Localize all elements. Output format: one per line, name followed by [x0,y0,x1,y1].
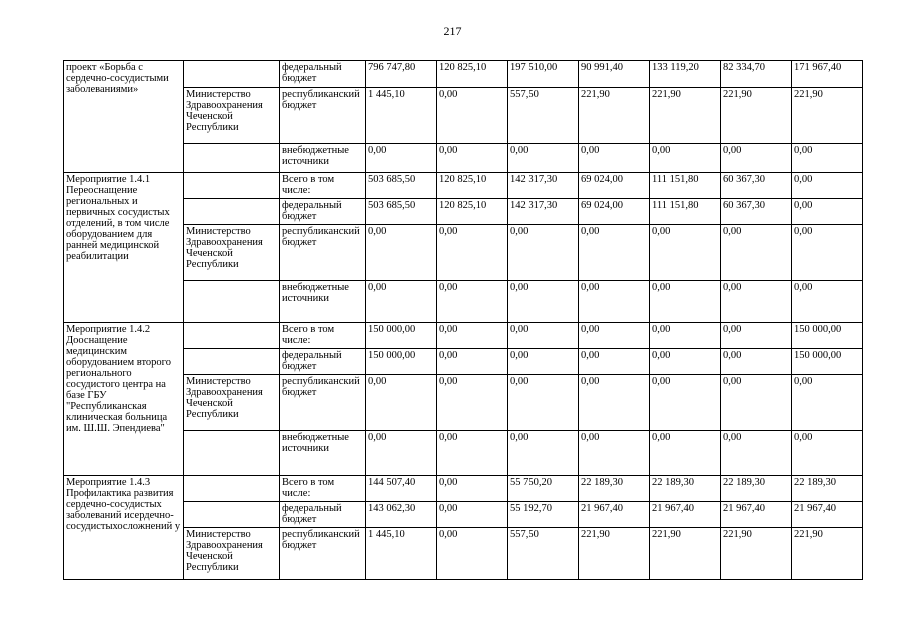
amount-cell: 0,00 [508,323,579,349]
amount-cell: 22 189,30 [721,476,792,502]
amount-cell: 150 000,00 [366,323,437,349]
amount-cell: 557,50 [508,528,579,580]
executor-cell [184,144,280,173]
amount-cell: 0,00 [437,349,508,375]
amount-cell: 0,00 [366,225,437,281]
amount-cell: 111 151,80 [650,199,721,225]
amount-cell: 0,00 [366,144,437,173]
amount-cell: 0,00 [437,476,508,502]
amount-cell: 221,90 [579,528,650,580]
amount-cell: 0,00 [579,375,650,431]
page-number: 217 [443,24,462,38]
funding-source-cell: федеральный бюджет [280,349,366,375]
table-row [64,502,863,528]
funding-source-cell: республиканский бюджет [280,528,366,580]
amount-cell: 221,90 [792,88,863,144]
funding-source-cell: республиканский бюджет [280,375,366,431]
amount-cell: 0,00 [437,323,508,349]
executor-cell [184,173,280,199]
funding-source-cell: внебюджетные источники [280,281,366,323]
table-row [64,199,863,225]
table-row [64,281,863,323]
amount-cell: 0,00 [650,281,721,323]
executor-cell [184,199,280,225]
amount-cell: 0,00 [508,225,579,281]
amount-cell: 221,90 [650,88,721,144]
funding-source-cell: внебюджетные источники [280,144,366,173]
table-row [64,375,863,431]
executor-cell: Министерство Здравоохранения Чеченской Республики [184,88,280,144]
amount-cell: 0,00 [437,502,508,528]
amount-cell: 150 000,00 [792,323,863,349]
amount-cell: 0,00 [437,528,508,580]
amount-cell: 0,00 [792,225,863,281]
table-row [64,323,863,349]
amount-cell: 0,00 [508,431,579,476]
amount-cell: 221,90 [650,528,721,580]
executor-cell: Министерство Здравоохранения Чеченской Республики [184,375,280,431]
amount-cell: 1 445,10 [366,88,437,144]
funding-source-cell: республиканский бюджет [280,225,366,281]
amount-cell: 0,00 [366,431,437,476]
executor-cell: Министерство Здравоохранения Чеченской Республики [184,528,280,580]
amount-cell: 21 967,40 [792,502,863,528]
table-row [64,431,863,476]
executor-cell [184,323,280,349]
funding-source-cell: федеральный бюджет [280,502,366,528]
table-row [64,88,863,144]
executor-cell [184,281,280,323]
amount-cell: 21 967,40 [579,502,650,528]
table-row [64,225,863,281]
amount-cell: 60 367,30 [721,173,792,199]
funding-source-cell: Всего в том числе: [280,173,366,199]
amount-cell: 0,00 [508,144,579,173]
amount-cell: 111 151,80 [650,173,721,199]
table-row [64,61,863,88]
amount-cell: 0,00 [650,323,721,349]
amount-cell: 0,00 [437,281,508,323]
amount-cell: 22 189,30 [579,476,650,502]
amount-cell: 22 189,30 [650,476,721,502]
amount-cell: 120 825,10 [437,199,508,225]
amount-cell: 55 192,70 [508,502,579,528]
amount-cell: 0,00 [366,375,437,431]
amount-cell: 0,00 [508,281,579,323]
amount-cell: 0,00 [366,281,437,323]
amount-cell: 0,00 [437,88,508,144]
activity-name-cell: проект «Борьба с сердечно-сосудистыми заболеваниями» [64,61,184,173]
amount-cell: 0,00 [650,144,721,173]
amount-cell: 0,00 [650,431,721,476]
amount-cell: 69 024,00 [579,199,650,225]
amount-cell: 0,00 [437,225,508,281]
amount-cell: 221,90 [721,88,792,144]
executor-cell: Министерство Здравоохранения Чеченской Республики [184,225,280,281]
amount-cell: 60 367,30 [721,199,792,225]
table-row [64,349,863,375]
executor-cell [184,61,280,88]
amount-cell: 503 685,50 [366,199,437,225]
amount-cell: 150 000,00 [792,349,863,375]
amount-cell: 142 317,30 [508,173,579,199]
amount-cell: 133 119,20 [650,61,721,88]
amount-cell: 69 024,00 [579,173,650,199]
funding-source-cell: Всего в том числе: [280,476,366,502]
amount-cell: 0,00 [437,144,508,173]
executor-cell [184,349,280,375]
amount-cell: 221,90 [721,528,792,580]
amount-cell: 0,00 [792,173,863,199]
amount-cell: 0,00 [721,144,792,173]
amount-cell: 21 967,40 [721,502,792,528]
funding-source-cell: федеральный бюджет [280,61,366,88]
amount-cell: 0,00 [721,375,792,431]
amount-cell: 0,00 [579,349,650,375]
amount-cell: 0,00 [650,375,721,431]
amount-cell: 0,00 [792,281,863,323]
amount-cell: 120 825,10 [437,61,508,88]
table-row [64,144,863,173]
executor-cell [184,431,280,476]
funding-source-cell: республиканский бюджет [280,88,366,144]
amount-cell: 21 967,40 [650,502,721,528]
amount-cell: 221,90 [579,88,650,144]
amount-cell: 1 445,10 [366,528,437,580]
amount-cell: 0,00 [508,375,579,431]
amount-cell: 22 189,30 [792,476,863,502]
amount-cell: 0,00 [579,281,650,323]
amount-cell: 557,50 [508,88,579,144]
amount-cell: 0,00 [579,144,650,173]
funding-source-cell: внебюджетные источники [280,431,366,476]
amount-cell: 171 967,40 [792,61,863,88]
amount-cell: 0,00 [792,199,863,225]
amount-cell: 55 750,20 [508,476,579,502]
amount-cell: 0,00 [437,375,508,431]
amount-cell: 0,00 [437,431,508,476]
amount-cell: 90 991,40 [579,61,650,88]
table-row [64,476,863,502]
activity-name-cell: Мероприятие 1.4.2 Дооснащение медицинским оборудованием второго регионального сосудистого центра на базе ГБУ "Республиканская клиническая больница им. Ш.Ш. Эпендиева" [64,323,184,476]
budget-table-body [64,61,863,580]
table-row [64,528,863,580]
amount-cell: 0,00 [721,431,792,476]
table-row [64,173,863,199]
amount-cell: 0,00 [721,225,792,281]
amount-cell: 221,90 [792,528,863,580]
amount-cell: 0,00 [792,375,863,431]
amount-cell: 0,00 [579,225,650,281]
executor-cell [184,476,280,502]
amount-cell: 0,00 [650,349,721,375]
amount-cell: 0,00 [792,431,863,476]
funding-source-cell: федеральный бюджет [280,199,366,225]
amount-cell: 144 507,40 [366,476,437,502]
amount-cell: 0,00 [650,225,721,281]
activity-name-cell: Мероприятие 1.4.1 Переоснащение региональных и первичных сосудистых отделений, в том числе оборудованием для ранней медицинской реабилитации [64,173,184,323]
amount-cell: 0,00 [792,144,863,173]
amount-cell: 0,00 [721,323,792,349]
amount-cell: 796 747,80 [366,61,437,88]
budget-table [63,60,863,580]
amount-cell: 0,00 [579,431,650,476]
amount-cell: 82 334,70 [721,61,792,88]
amount-cell: 142 317,30 [508,199,579,225]
funding-source-cell: Всего в том числе: [280,323,366,349]
activity-name-cell: Мероприятие 1.4.3 Профилактика развития сердечно-сосудистых заболеваний исердечно-сосудистыхосложнений у [64,476,184,580]
amount-cell: 197 510,00 [508,61,579,88]
amount-cell: 503 685,50 [366,173,437,199]
amount-cell: 143 062,30 [366,502,437,528]
amount-cell: 0,00 [721,281,792,323]
amount-cell: 120 825,10 [437,173,508,199]
executor-cell [184,502,280,528]
amount-cell: 0,00 [508,349,579,375]
amount-cell: 0,00 [579,323,650,349]
amount-cell: 150 000,00 [366,349,437,375]
amount-cell: 0,00 [721,349,792,375]
